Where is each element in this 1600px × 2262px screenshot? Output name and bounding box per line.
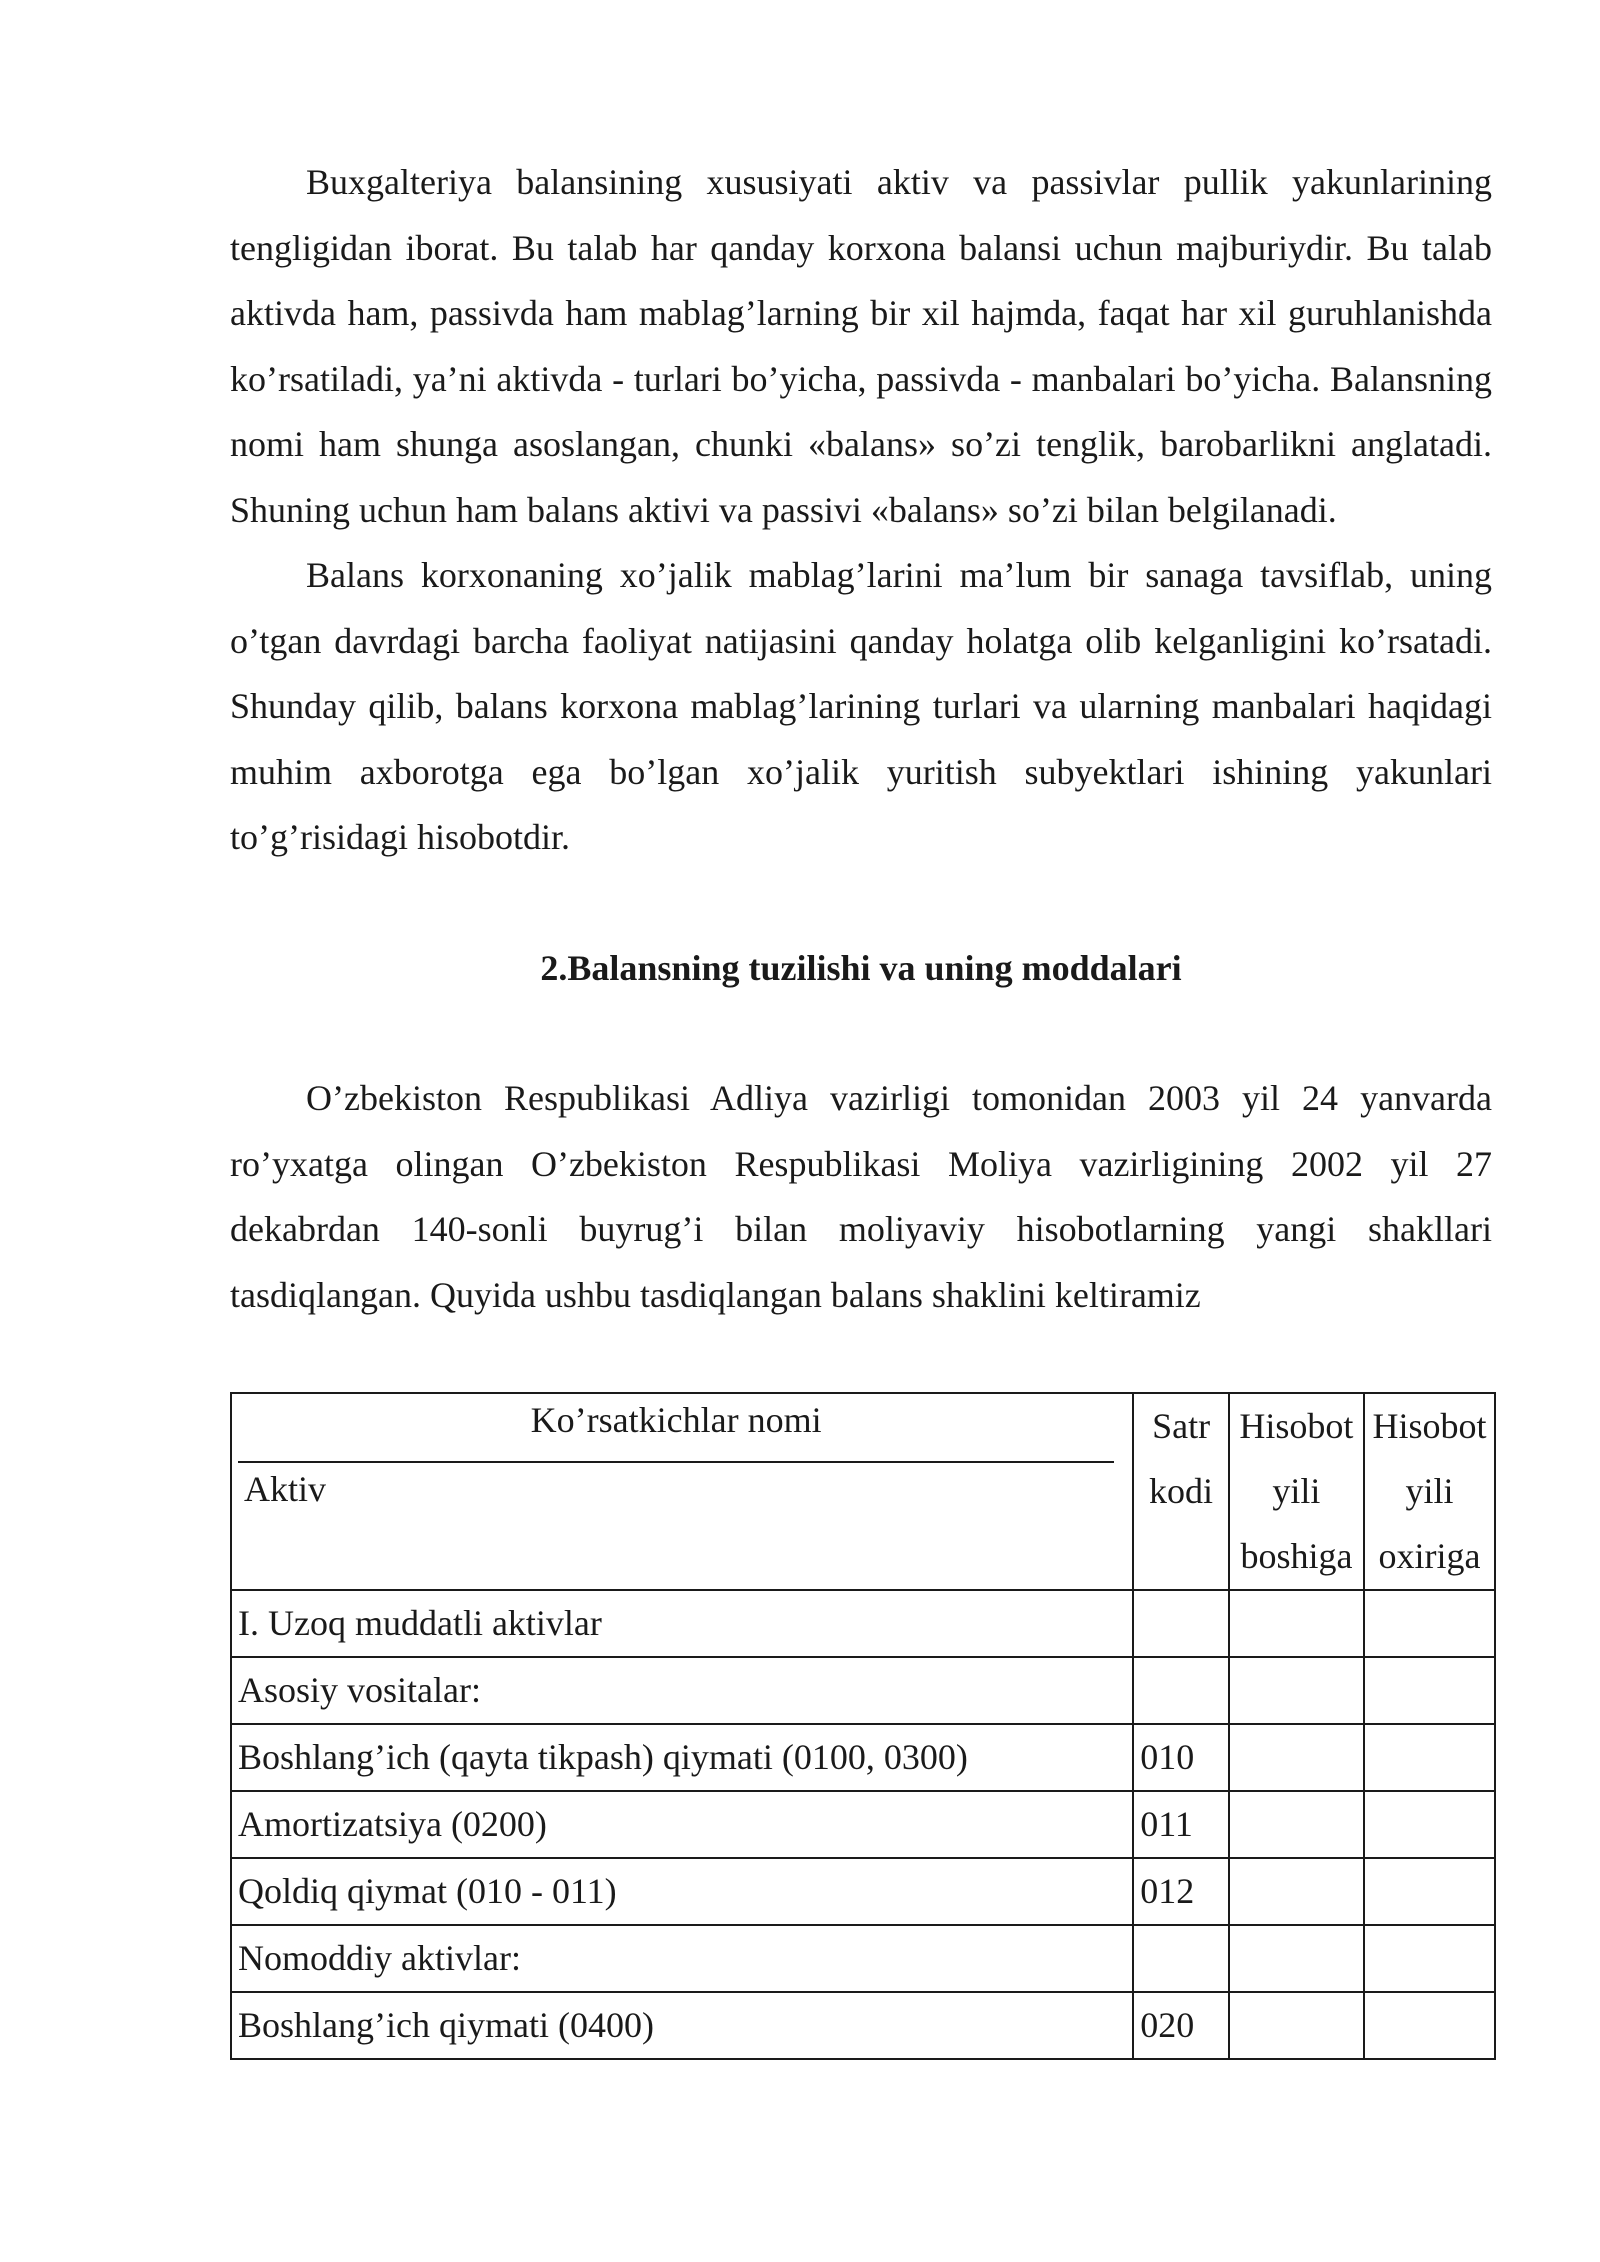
section-title: 2.Balansning tuzilishi va uning moddalari [540, 947, 1182, 988]
table-header-row [231, 1393, 1495, 1590]
row-name: Boshlang’ich (qayta tikpash) qiymati (0100, 0300) [231, 1724, 1133, 1791]
row-name: Amortizatsiya (0200) [231, 1791, 1133, 1858]
row-end-value [1364, 1657, 1495, 1724]
row-start-value [1229, 1657, 1364, 1724]
row-name: Boshlang’ich qiymati (0400) [231, 1992, 1133, 2059]
balance-table [230, 1392, 1496, 2060]
row-start-value [1229, 1858, 1364, 1925]
row-end-value [1364, 1791, 1495, 1858]
document-body [230, 150, 1492, 1328]
header-name-cell [231, 1393, 1133, 1590]
row-code: 012 [1133, 1858, 1229, 1925]
row-start-value [1229, 1992, 1364, 2059]
header-line-code: Satr kodi [1133, 1393, 1229, 1590]
row-start-value [1229, 1925, 1364, 1992]
table-row [231, 1724, 1495, 1791]
row-start-value [1229, 1724, 1364, 1791]
row-start-value [1229, 1590, 1364, 1657]
header-year-end: Hisobot yili oxiriga [1364, 1393, 1495, 1590]
row-end-value [1364, 1724, 1495, 1791]
row-name: I. Uzoq muddatli aktivlar [231, 1590, 1133, 1657]
table-row [231, 1992, 1495, 2059]
header-aktiv-label: Aktiv [244, 1469, 327, 1509]
row-start-value [1229, 1791, 1364, 1858]
table-row [231, 1925, 1495, 1992]
header-indicators-title: Ko’rsatkichlar nomi [238, 1394, 1114, 1463]
table-row [231, 1590, 1495, 1657]
paragraph-balance-description: Balans korxonaning xo’jalik mablag’larini ma’lum bir sanaga tavsiflab, uning o’tgan davrdagi barcha faoliyat natijasini qanday holatga olib kelganligini ko’rsatadi. Shunday qilib, balans korxona mablag’larining turlari va ularning manbalari haqidagi muhim axborotga ega bo’lgan xo’jalik yuritish subyektlari ishining yakunlari to’g’risidagi hisobotdir. [230, 555, 1492, 857]
paragraph-balance-properties: Buxgalteriya balansining xususiyati aktiv va passivlar pullik yakunlarining tengligidan iborat. Bu talab har qanday korxona balansi uchun majburiydir. Bu talab aktivda ham, passivda ham mablag’larning bir xil hajmda, faqat har xil guruhlanishda ko’rsatiladi, ya’ni aktivda - turlari bo’yicha, passivda - manbalari bo’yicha. Balansning nomi ham shunga asoslangan, chunki «balans» so’zi tenglik, barobarlikni anglatadi. Shuning uchun ham balans aktivi va passivi «balans» so’zi bilan belgilanadi. [230, 162, 1492, 530]
row-end-value [1364, 1590, 1495, 1657]
row-name: Qoldiq qiymat (010 - 011) [231, 1858, 1133, 1925]
table-row [231, 1791, 1495, 1858]
row-end-value [1364, 1858, 1495, 1925]
row-code: 010 [1133, 1724, 1229, 1791]
paragraph-regulation: O’zbekiston Respublikasi Adliya vazirligi tomonidan 2003 yil 24 yanvarda ro’yxatga olingan O’zbekiston Respublikasi Moliya vazirligining 2002 yil 27 dekabrdan 140-sonli buyrug’i bilan moliyaviy hisobotlarning yangi shakllari tasdiqlangan. Quyida ushbu tasdiqlangan balans shaklini keltiramiz [230, 1078, 1492, 1315]
row-code: 011 [1133, 1791, 1229, 1858]
row-end-value [1364, 1992, 1495, 2059]
row-end-value [1364, 1925, 1495, 1992]
row-name: Asosiy vositalar: [231, 1657, 1133, 1724]
row-code: 020 [1133, 1992, 1229, 2059]
row-name: Nomoddiy aktivlar: [231, 1925, 1133, 1992]
table-row [231, 1858, 1495, 1925]
table-row [231, 1657, 1495, 1724]
header-year-start: Hisobot yili boshiga [1229, 1393, 1364, 1590]
row-code [1133, 1925, 1229, 1992]
row-code [1133, 1657, 1229, 1724]
row-code [1133, 1590, 1229, 1657]
